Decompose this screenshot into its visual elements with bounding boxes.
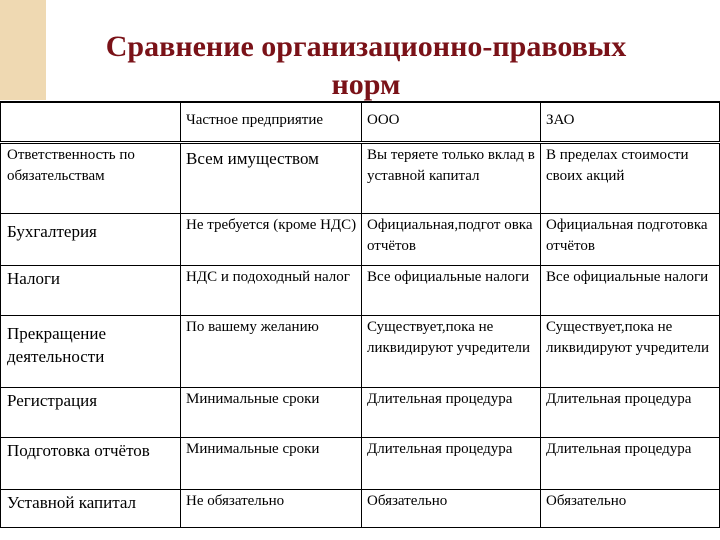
page-title [56, 28, 676, 104]
title-line-2: норм [331, 68, 401, 101]
row-label: Уставной капитал [1, 489, 181, 527]
title-line-1: Сравнение организационно-правовых [105, 30, 627, 63]
table-cell: Длительная процедура [362, 387, 541, 437]
table-cell: Все официальные налоги [541, 265, 720, 315]
table-cell: Не обязательно [181, 489, 362, 527]
table-row [1, 387, 720, 437]
row-label: Регистрация [1, 387, 181, 437]
table-cell: Существует,пока не ликвидируют учредители [362, 315, 541, 387]
row-label: Бухгалтерия [1, 213, 181, 265]
table-row [1, 437, 720, 489]
table-cell: Всем имуществом [181, 142, 362, 213]
header-cell-private: Частное предприятие [181, 102, 362, 142]
row-label: Подготовка отчётов [1, 437, 181, 489]
header-cell-zao: ЗАО [541, 102, 720, 142]
table-cell: Не требуется (кроме НДС) [181, 213, 362, 265]
table-cell: Обязательно [362, 489, 541, 527]
table-row [1, 265, 720, 315]
table-cell: Длительная процедура [362, 437, 541, 489]
table-row [1, 489, 720, 527]
table-row [1, 213, 720, 265]
table-cell: Все официальные налоги [362, 265, 541, 315]
table-cell: Существует,пока не ликвидируют учредители [541, 315, 720, 387]
table-cell: По вашему желанию [181, 315, 362, 387]
table-row [1, 315, 720, 387]
header-cell-empty [1, 102, 181, 142]
table-cell: Минимальные сроки [181, 437, 362, 489]
table-cell: НДС и подоходный налог [181, 265, 362, 315]
comparison-table [0, 101, 720, 528]
row-label: Ответственность по обязательствам [1, 142, 181, 213]
table-header-row [1, 102, 720, 142]
table-row [1, 142, 720, 213]
table-cell: Длительная процедура [541, 387, 720, 437]
decorative-band [0, 0, 46, 100]
table-cell: Вы теряете только вклад в уставной капитал [362, 142, 541, 213]
table-cell: Длительная процедура [541, 437, 720, 489]
header-cell-ooo: ООО [362, 102, 541, 142]
table-cell: Обязательно [541, 489, 720, 527]
row-label: Налоги [1, 265, 181, 315]
table-cell: Официальная,подгот овка отчётов [362, 213, 541, 265]
table-cell: В пределах стоимости своих акций [541, 142, 720, 213]
row-label: Прекращение деятельности [1, 315, 181, 387]
table-cell: Официальная подготовка отчётов [541, 213, 720, 265]
table-cell: Минимальные сроки [181, 387, 362, 437]
